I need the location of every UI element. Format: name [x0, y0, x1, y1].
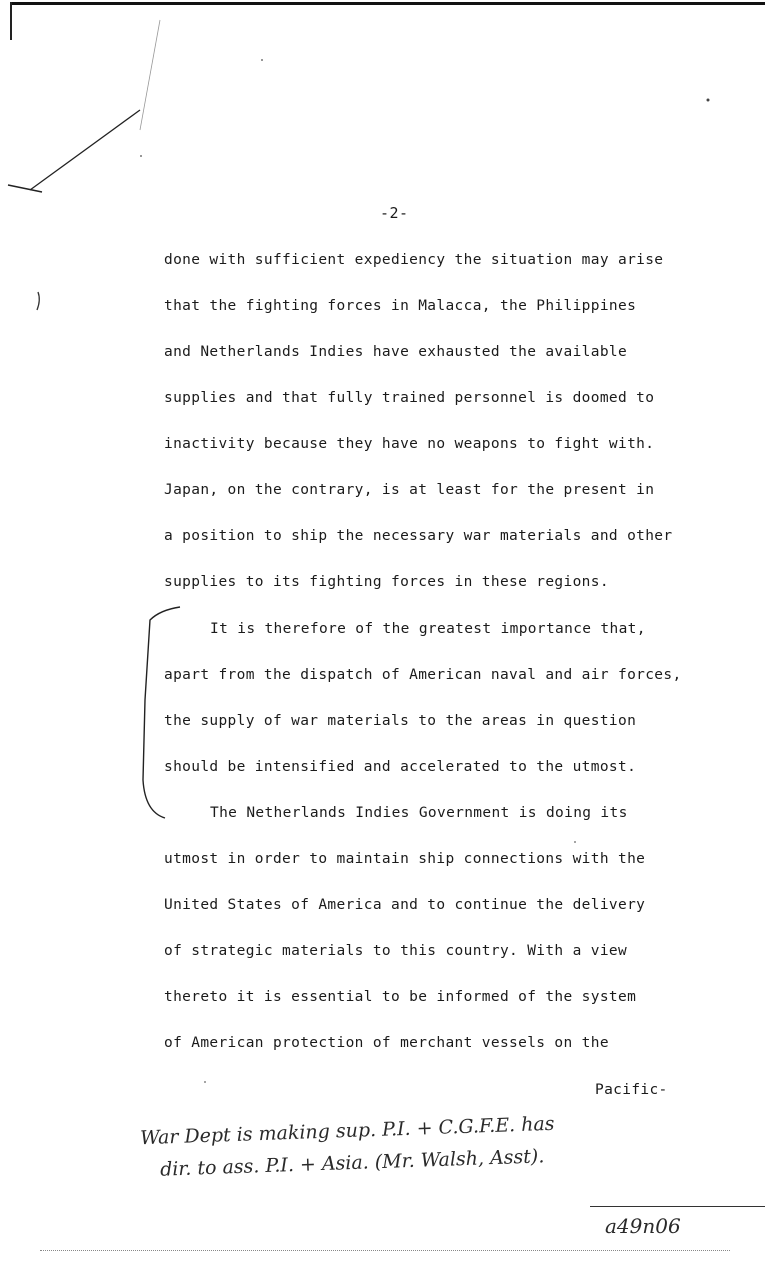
text-line: thereto it is essential to be informed of the system	[164, 989, 637, 1005]
speck	[707, 99, 710, 102]
text-line: done with sufficient expediency the situation may arise	[164, 252, 664, 268]
text-line: of American protection of merchant vessels on the	[164, 1035, 609, 1051]
text-line: The Netherlands Indies Government is doing its	[210, 805, 628, 821]
signature-rule	[590, 1206, 765, 1207]
left-margin-tick	[37, 292, 39, 310]
text-line: supplies and that fully trained personnel is doomed to	[164, 390, 655, 406]
speck	[140, 155, 142, 157]
short-pen-stroke	[8, 185, 42, 192]
continuation-word: Pacific-	[595, 1082, 668, 1098]
page-top-border	[10, 2, 765, 5]
text-line: Japan, on the contrary, is at least for the present in	[164, 482, 655, 498]
document-number: a49n06	[605, 1214, 681, 1238]
diagonal-pen-stroke	[30, 110, 140, 190]
speck	[261, 59, 263, 61]
page-number: -2-	[380, 204, 409, 222]
bottom-dotted-rule	[40, 1250, 730, 1252]
text-line: United States of America and to continue the delivery	[164, 897, 646, 913]
text-line: utmost in order to maintain ship connections with the	[164, 851, 646, 867]
text-line: the supply of war materials to the areas in question	[164, 713, 637, 729]
text-line: a position to ship the necessary war materials and other	[164, 528, 673, 544]
page-left-border	[10, 2, 12, 40]
text-line: of strategic materials to this country. With a view	[164, 943, 628, 959]
text-line: It is therefore of the greatest importance that,	[210, 621, 646, 637]
faint-vertical-stroke	[140, 20, 160, 130]
text-line: should be intensified and accelerated to the utmost.	[164, 759, 637, 775]
text-line: inactivity because they have no weapons to fight with.	[164, 436, 655, 452]
text-line: that the fighting forces in Malacca, the Philippines	[164, 298, 637, 314]
text-line: supplies to its fighting forces in these regions.	[164, 574, 609, 590]
speck	[574, 841, 576, 843]
text-line: apart from the dispatch of American naval and air forces,	[164, 667, 682, 683]
speck	[204, 1081, 206, 1083]
text-line: and Netherlands Indies have exhausted the available	[164, 344, 628, 360]
handwritten-note-line-1: War Dept is making sup. P.I. + C.G.F.E. has	[139, 1112, 555, 1150]
handwritten-note-line-2: dir. to ass. P.I. + Asia. (Mr. Walsh, Asst).	[159, 1145, 545, 1181]
